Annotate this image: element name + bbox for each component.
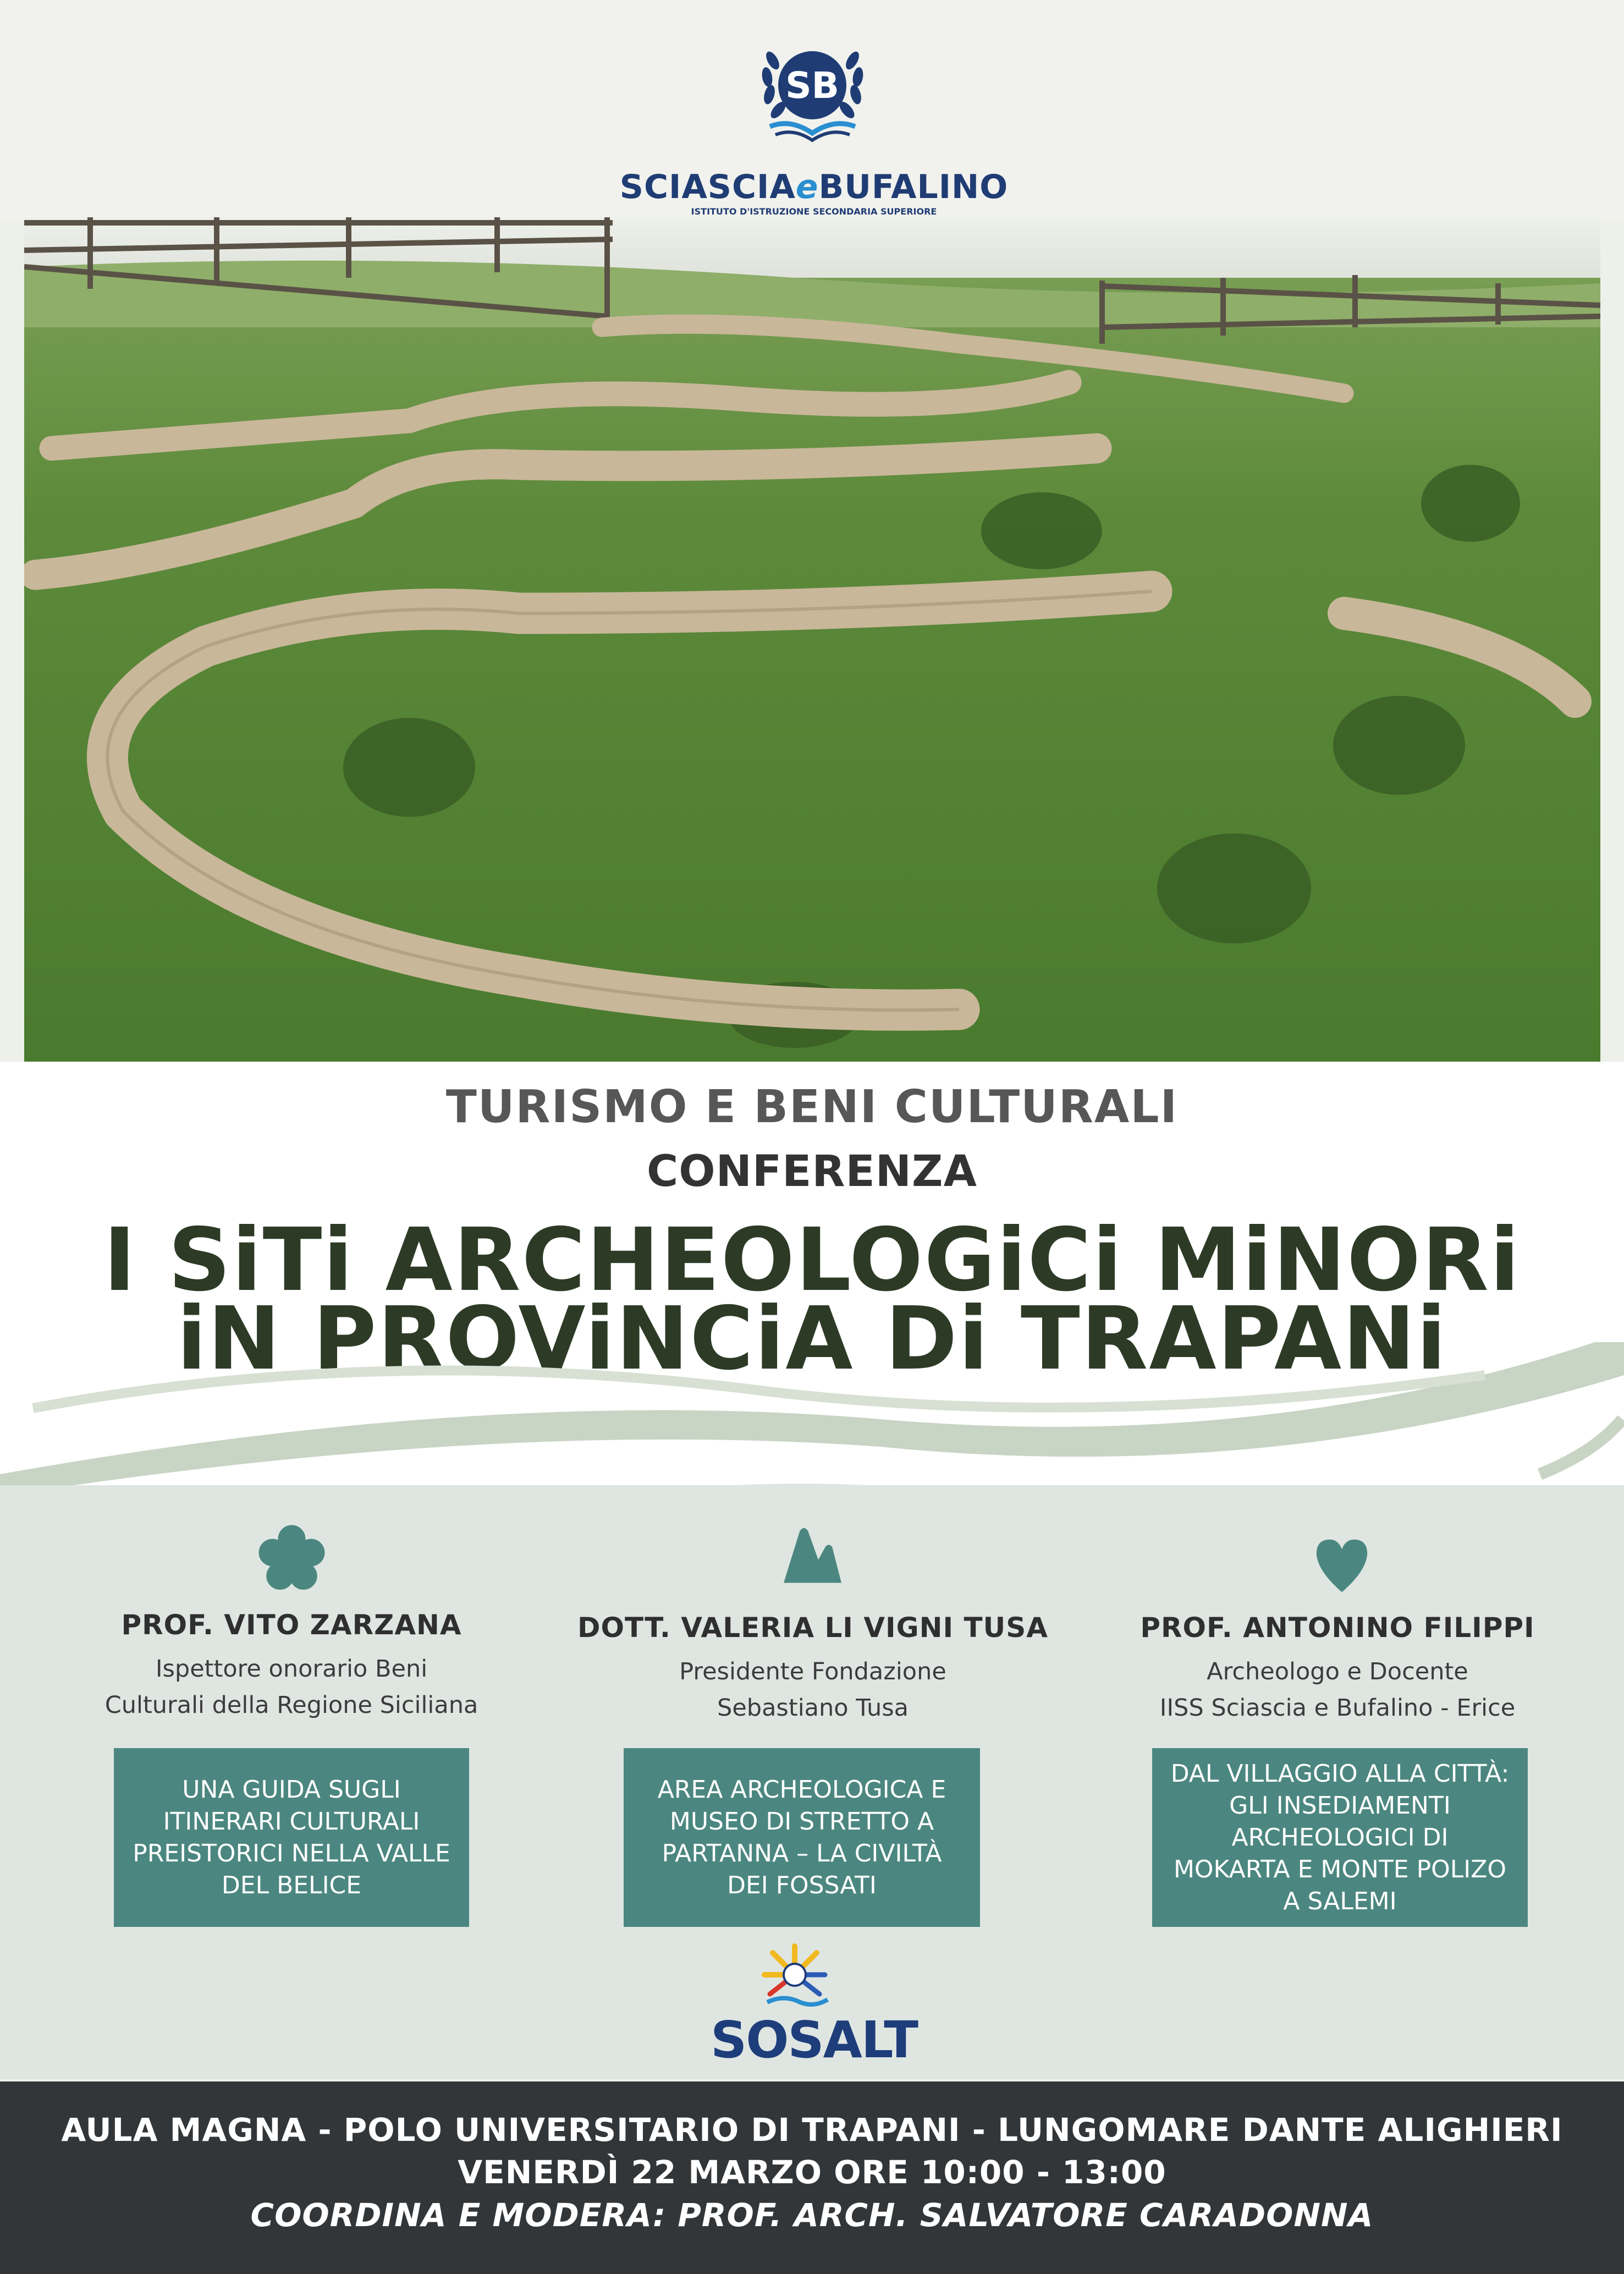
event-title-line2: iN PROViNCiA Di TRAPANi [177, 1288, 1447, 1389]
speaker-name: PROF. ANTONINO FILIPPI [1140, 1612, 1535, 1644]
talk-box [114, 1748, 469, 1927]
event-type: CONFERENZA [647, 1147, 977, 1196]
speaker-role: Sebastiano Tusa [717, 1694, 909, 1722]
talk-line: DEI FOSSATI [727, 1871, 877, 1899]
school-name: SCIASCIAeBUFALINO [619, 168, 1009, 206]
speaker-3 [1082, 1612, 1593, 1726]
svg-text:SB: SB [785, 64, 839, 107]
talk-line: AREA ARCHEOLOGICA E [657, 1775, 946, 1804]
speaker-role: IISS Sciascia e Bufalino - Erice [1159, 1694, 1516, 1722]
event-title-line1: I SiTi ARCHEOLOGiCi MiNORi [103, 1210, 1521, 1311]
flower-icon [257, 1524, 326, 1592]
talk-line: A SALEMI [1283, 1887, 1397, 1915]
mountain-icon [784, 1524, 841, 1584]
talk-line: MUSEO DI STRETTO A [669, 1807, 934, 1836]
speaker-role: Ispettore onorario Beni [155, 1655, 428, 1683]
talk-line: ITINERARI CULTURALI [163, 1807, 420, 1836]
heart-icon [1312, 1535, 1372, 1595]
speaker-name: DOTT. VALERIA LI VIGNI TUSA [577, 1612, 1048, 1644]
venue: AULA MAGNA - POLO UNIVERSITARIO DI TRAPANI - LUNGOMARE DANTE ALIGHIERI [61, 2111, 1563, 2149]
talk-line: PREISTORICI NELLA VALLE [133, 1839, 450, 1867]
moderator: COORDINA E MODERA: PROF. ARCH. SALVATORE CARADONNA [250, 2196, 1374, 2234]
speaker-role: Archeologo e Docente [1207, 1658, 1468, 1685]
talk-line: DEL BELICE [221, 1871, 362, 1899]
talk-line: PARTANNA – LA CIVILTÀ [662, 1839, 942, 1867]
date-time: VENERDÌ 22 MARZO ORE 10:00 - 13:00 [458, 2154, 1166, 2191]
speaker-role: Culturali della Regione Siciliana [104, 1691, 478, 1719]
event-kicker: TURISMO E BENI CULTURALI [445, 1081, 1179, 1133]
speaker-1 [36, 1609, 547, 1723]
speaker-role: Presidente Fondazione [679, 1658, 946, 1685]
talk-line: UNA GUIDA SUGLI [182, 1775, 401, 1804]
speaker-name: PROF. VITO ZARZANA [121, 1609, 462, 1641]
talk-line: MOKARTA E MONTE POLIZO [1173, 1855, 1507, 1883]
archaeological-site-photo [24, 217, 1600, 1062]
talk-line: GLI INSEDIAMENTI [1229, 1791, 1451, 1820]
talk-line: ARCHEOLOGICI DI [1231, 1823, 1449, 1852]
speaker-2 [557, 1612, 1069, 1726]
talk-line: DAL VILLAGGIO ALLA CITTÀ: [1170, 1759, 1510, 1788]
school-subtitle: ISTITUTO D'ISTRUZIONE SECONDARIA SUPERIORE [691, 206, 937, 217]
sosalt-sun-logo-icon [756, 1942, 833, 2013]
sponsor-name: SOSALT [710, 2011, 918, 2069]
school-logo-icon [756, 39, 869, 151]
talk-box [1152, 1748, 1528, 1927]
talk-box [624, 1748, 980, 1927]
